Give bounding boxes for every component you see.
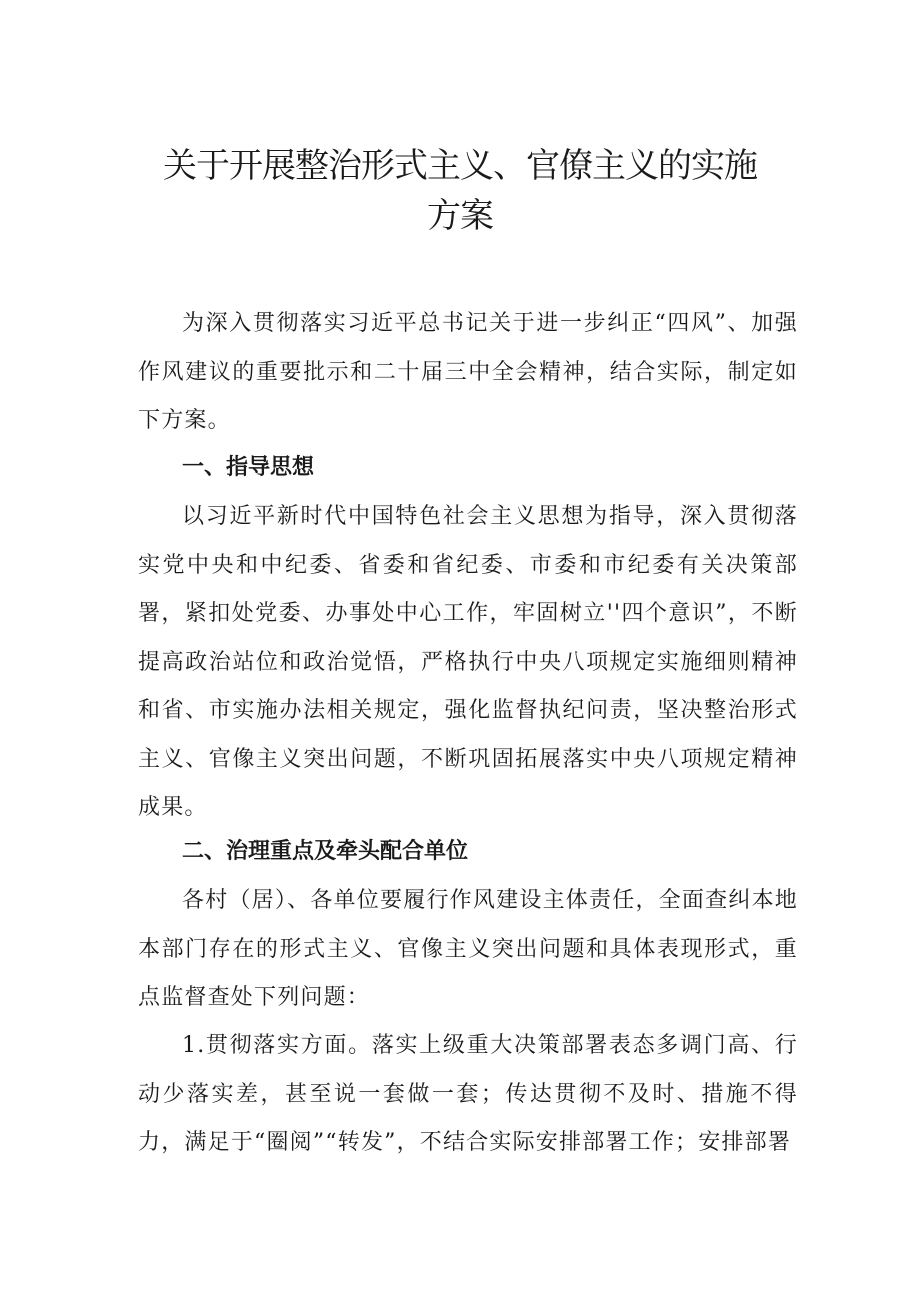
section-heading-guiding-ideology: 一、指导思想 <box>182 455 315 480</box>
item-1-paragraph: 1.贯彻落实方面。落实上级重大决策部署表态多调门高、行动少落实差，甚至说一套做一套；传达贯彻不及时、措施不得力，满足于“圈阅”“转发”，不结合实际安排部署工作；安排部署 <box>138 1033 798 1155</box>
intro-paragraph: 为深入贯彻落实习近平总书记关于进一步纠正“四风”、加强作风建议的重要批示和二十届三中全会精神，结合实际，制定如下方案。 <box>138 311 798 433</box>
section-1-paragraph: 以习近平新时代中国特色社会主义思想为指导，深入贯彻落实党中央和中纪委、省委和省纪委、市委和市纪委有关决策部署，紧扣处党委、办事处中心工作，牢固树立''四个意识”，不断提高政治站位和政治觉悟，严格执行中央八项规定实施细则精神和省、市实施办法相关规定，强化监督执纪问责，坚决整治形式主义、官像主义突出问题，不断巩固拓展落实中央八项规定精神成果。 <box>138 504 798 820</box>
section-heading-governance-focus: 二、治理重点及牵头配合单位 <box>182 839 469 864</box>
document-title-line-2: 方案 <box>427 196 493 236</box>
document-title-line-1: 关于开展整治形式主义、官僚主义的实施 <box>163 146 757 186</box>
section-2-paragraph: 各村（居）、各单位要履行作风建设主体责任，全面查纠本地本部门存在的形式主义、官像主义突出问题和具体表现形式，重点监督查处下列问题： <box>138 888 798 1010</box>
